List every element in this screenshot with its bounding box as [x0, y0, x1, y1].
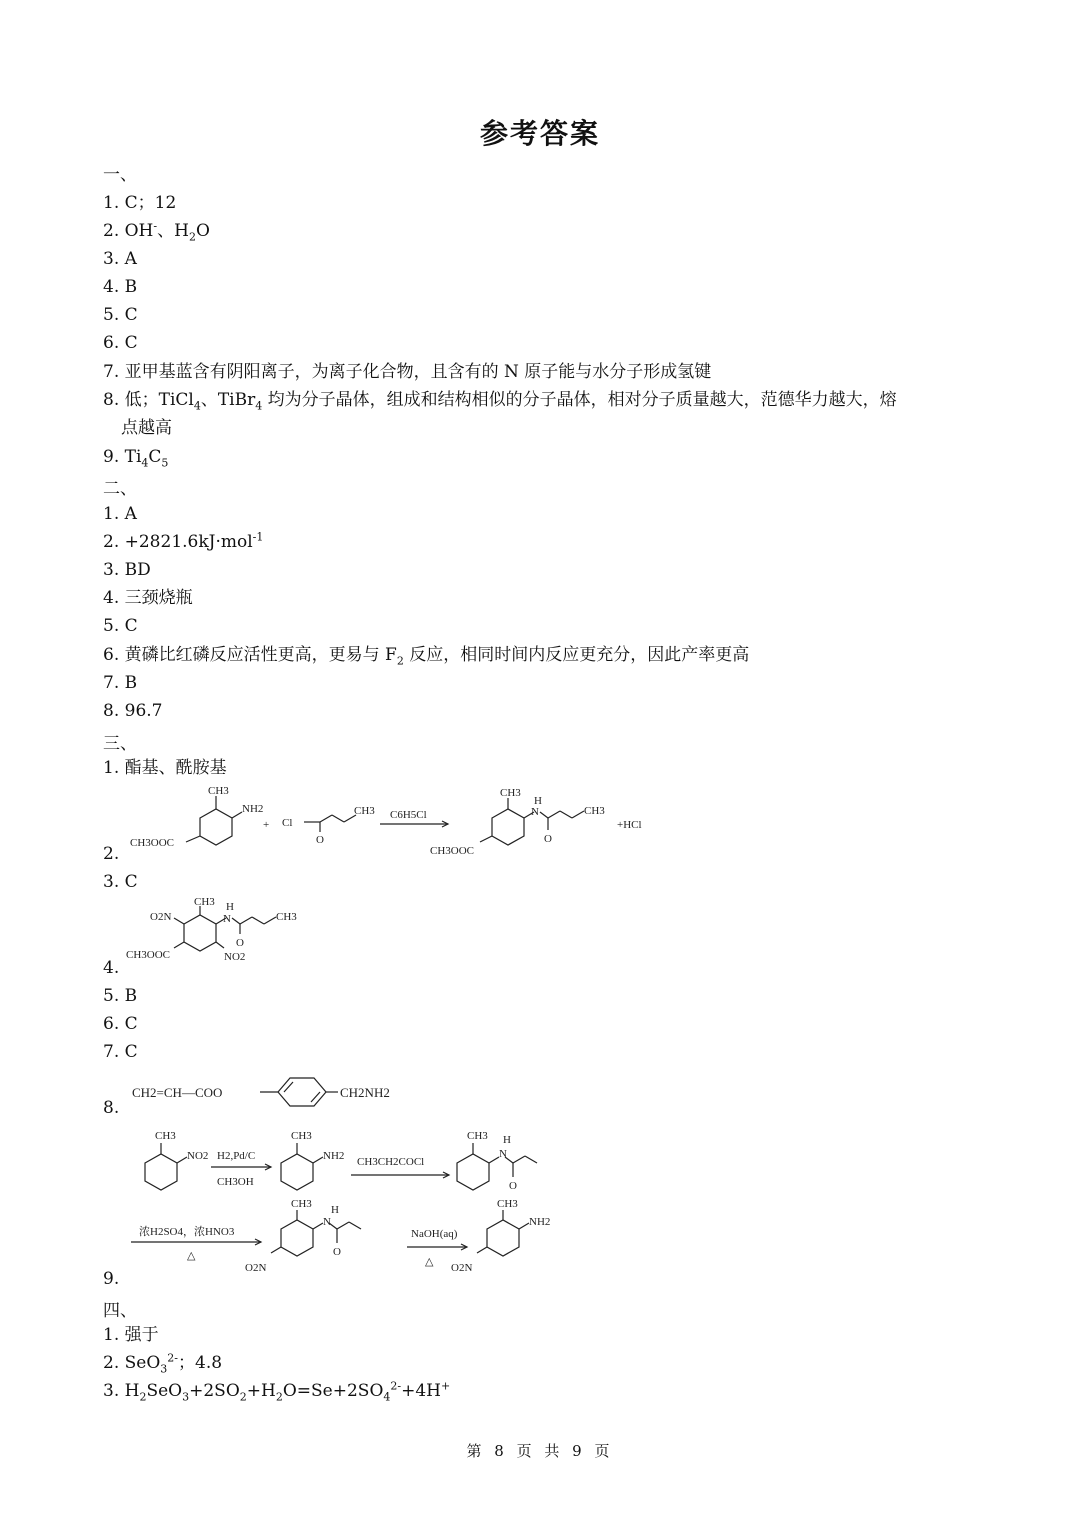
- answer-1-4: 4. B: [103, 277, 138, 297]
- answer-3-9: 9.: [103, 1269, 120, 1289]
- q2-product-oxygen: O: [544, 833, 552, 845]
- q2-methyl: CH3: [208, 785, 229, 797]
- q4-h: H: [226, 901, 234, 913]
- q4-ch3: CH3: [276, 911, 297, 923]
- reaction-scheme-q2: [120, 782, 680, 862]
- answer-2-1: 1. A: [103, 504, 137, 524]
- answer-3-7: 7. C: [103, 1042, 138, 1062]
- answer-4-3: 3. $H_2SeO_3+2SO_2+H_2O=Se+2SO_4^{2-}+4H^+$: [103, 1379, 451, 1404]
- q9-methyl-4: CH3: [291, 1198, 312, 1210]
- q9-h-3: H: [503, 1134, 511, 1146]
- section-2-heading: 二、: [103, 479, 137, 499]
- q4-oxygen: O: [236, 937, 244, 949]
- answer-3-8: 8.: [103, 1098, 120, 1118]
- q2-product-ester: CH3OOC: [430, 845, 475, 857]
- answer-1-6: 6. C: [103, 333, 138, 353]
- q9-methyl-2: CH3: [291, 1130, 312, 1142]
- page-footer: 第 8 页 共 9 页: [466, 1442, 614, 1460]
- q8-acrylate: CH2=CH—COO: [132, 1085, 223, 1100]
- answer-2-7: 7. B: [103, 673, 138, 693]
- answer-1-8-continued: 点越高: [121, 418, 172, 438]
- q4-ester: CH3OOC: [126, 949, 171, 961]
- structure-q4: [120, 896, 330, 972]
- section-4-heading: 四、: [103, 1301, 137, 1321]
- answer-1-3: 3. A: [103, 249, 137, 269]
- q4-n: N: [223, 913, 231, 925]
- q2-hcl: +HCl: [617, 819, 642, 831]
- section-1-heading: 一、: [103, 165, 137, 185]
- answer-2-6: 6. 黄磷比红磷反应活性更高，更易与 $F_2$ 反应，相同时间内反应更充分，因此产率更高: [103, 645, 750, 668]
- q9-o-3: O: [509, 1180, 517, 1192]
- answer-3-2: 2.: [103, 844, 120, 864]
- answer-2-3: 3. BD: [103, 560, 151, 580]
- structure-q8: [128, 1068, 398, 1116]
- q2-amine: NH2: [242, 803, 264, 815]
- q9-o-4: O: [333, 1246, 341, 1258]
- q9-h-4: H: [331, 1204, 339, 1216]
- answer-3-1: 1. 酯基、酰胺基: [103, 758, 227, 778]
- q2-product-n: N: [531, 806, 539, 818]
- q9-n-4: N: [323, 1216, 331, 1228]
- answer-2-2: 2. +2821.6kJ·mol$^{-1}$: [103, 530, 264, 552]
- q2-condition: C6H5Cl: [390, 809, 427, 821]
- answer-1-2: 2. OH-、$H_2O$: [103, 219, 210, 244]
- answer-1-7: 7. 亚甲基蓝含有阴阳离子，为离子化合物，且含有的 N 原子能与水分子形成氢键: [103, 362, 712, 382]
- q9-cond4-top: NaOH(aq): [411, 1228, 458, 1240]
- q9-cond2-top: CH3CH2COCl: [357, 1156, 425, 1168]
- q2-product-methyl: CH3: [500, 787, 521, 799]
- q9-nitro-4: O2N: [245, 1262, 267, 1274]
- q9-cond3-top: 浓H2SO4，浓HNO3: [139, 1226, 235, 1238]
- q4-nitro-a: O2N: [150, 911, 172, 923]
- answer-2-5: 5. C: [103, 616, 138, 636]
- q4-nitro-b: NO2: [224, 951, 246, 963]
- q9-cond4-bottom: △: [425, 1256, 434, 1268]
- q9-amine-5: NH2: [529, 1216, 551, 1228]
- synthesis-route-q9: [125, 1125, 585, 1285]
- q9-cond1-top: H2,Pd/C: [217, 1150, 256, 1162]
- page-title: 参考答案: [479, 117, 600, 150]
- q9-n-3: N: [499, 1148, 507, 1160]
- q2-product-h: H: [534, 795, 542, 807]
- q2-product-ch3: CH3: [584, 805, 605, 817]
- q4-methyl: CH3: [194, 896, 215, 908]
- answer-3-4: 4.: [103, 958, 120, 978]
- q9-nitro-1: NO2: [187, 1150, 209, 1162]
- answer-3-3: 3. C: [103, 872, 138, 892]
- q2-chlorine: Cl: [282, 817, 293, 829]
- answer-4-1: 1. 强于: [103, 1325, 159, 1345]
- answer-2-8: 8. 96.7: [103, 701, 163, 721]
- answer-1-8: 8. 低；TiCl$_4$、TiBr$_4$ 均为分子晶体，组成和结构相似的分子晶体，相对分子质量越大，范德华力越大，熔: [103, 390, 897, 413]
- q2-plus: +: [263, 819, 270, 831]
- q9-methyl-1: CH3: [155, 1130, 176, 1142]
- answer-3-6: 6. C: [103, 1014, 138, 1034]
- q8-benzylamine: CH2NH2: [340, 1085, 390, 1100]
- q9-cond1-bottom: CH3OH: [217, 1176, 254, 1188]
- answer-4-2: 2. SeO$_3^{2-}$；4.8: [103, 1351, 223, 1376]
- q9-amine-2: NH2: [323, 1150, 345, 1162]
- answer-2-4: 4. 三颈烧瓶: [103, 588, 193, 608]
- answer-1-1: 1. C；12: [103, 193, 177, 213]
- q9-cond3-bottom: △: [187, 1250, 196, 1262]
- q2-ch3: CH3: [354, 805, 375, 817]
- q2-oxygen: O: [316, 834, 324, 846]
- section-3-heading: 三、: [103, 734, 137, 754]
- q9-methyl-3: CH3: [467, 1130, 488, 1142]
- q2-ester: CH3OOC: [130, 837, 175, 849]
- q9-nitro-5: O2N: [451, 1262, 473, 1274]
- answer-3-5: 5. B: [103, 986, 138, 1006]
- q9-methyl-5: CH3: [497, 1198, 518, 1210]
- answer-1-9: 9. $Ti_4C_5$: [103, 447, 169, 470]
- answer-1-5: 5. C: [103, 305, 138, 325]
